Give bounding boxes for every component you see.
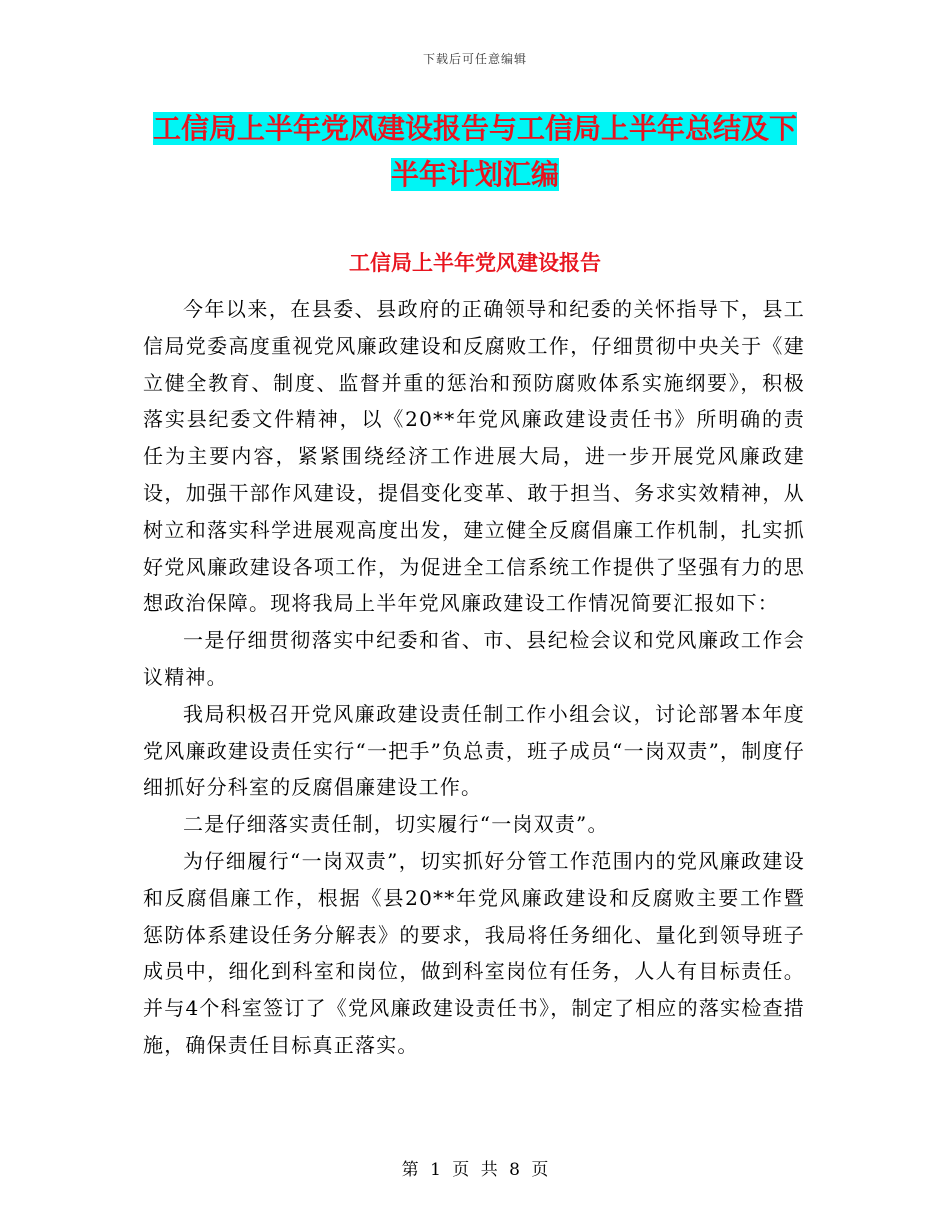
document-body bbox=[143, 291, 805, 1064]
page-footer: 第 1 页 共 8 页 bbox=[401, 1160, 549, 1180]
document-title-text: 工信局上半年党风建设报告与工信局上半年总结及下半年计划汇编 bbox=[152, 112, 797, 191]
section-title: 工信局上半年党风建设报告 bbox=[349, 251, 601, 275]
document-title bbox=[150, 106, 800, 198]
paragraph: 一是仔细贯彻落实中纪委和省、市、县纪检会议和党风廉政工作会议精神。 bbox=[143, 628, 805, 689]
paragraph: 我局积极召开党风廉政建设责任制工作小组会议，讨论部署本年度党风廉政建设责任实行“一把手”负总责，班子成员“一岗双责”，制度仔细抓好分科室的反腐倡廉建设工作。 bbox=[143, 701, 805, 800]
paragraph: 为仔细履行“一岗双责”，切实抓好分管工作范围内的党风廉政建设和反腐倡廉工作，根据《县20**年党风廉政建设和反腐败主要工作暨惩防体系建设任务分解表》的要求，我局将任务细化、量化到领导班子成员中，细化到科室和岗位，做到科室岗位有任务，人人有目标责任。并与4个科室签订了《党风廉政建设责任书》，制定了相应的落实检查措施，确保责任目标真正落实。 bbox=[143, 848, 805, 1057]
header-note: 下载后可任意编辑 bbox=[422, 52, 527, 66]
paragraph: 今年以来，在县委、县政府的正确领导和纪委的关怀指导下，县工信局党委高度重视党风廉政建设和反腐败工作，仔细贯彻中央关于《建立健全教育、制度、监督并重的惩治和预防腐败体系实施纲要》，积极落实县纪委文件精神，以《20**年党风廉政建设责任书》所明确的责任为主要内容，紧紧围绕经济工作进展大局，进一步开展党风廉政建设，加强干部作风建设，提倡变化变革、敢于担当、务求实效精神，从树立和落实科学进展观高度出发，建立健全反腐倡廉工作机制，扎实抓好党风廉政建设各项工作，为促进全工信系统工作提供了坚强有力的思想政治保障。现将我局上半年党风廉政建设工作情况简要汇报如下： bbox=[143, 297, 805, 616]
paragraph: 二是仔细落实责任制，切实履行“一岗双责”。 bbox=[183, 812, 609, 837]
